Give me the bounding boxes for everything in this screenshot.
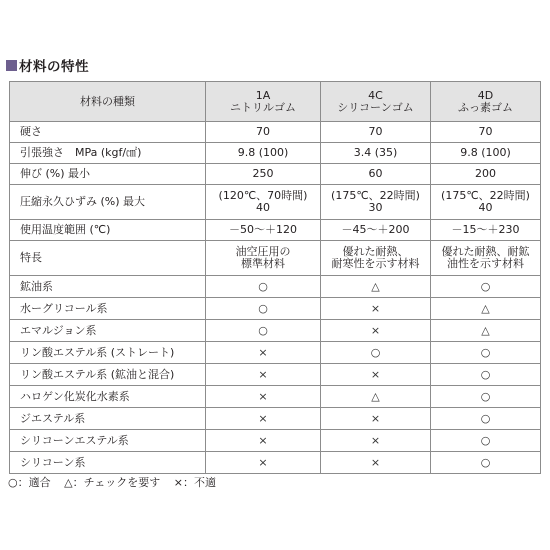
row-label: シリコーンエステル系 [10,430,206,452]
table-cell: 9.8 (100) [431,143,541,164]
table-cell: 250 [206,164,321,185]
row-label: 特長 [10,241,206,276]
table-cell [321,185,431,220]
table-cell: 3.4 (35) [321,143,431,164]
row-label: ジエステル系 [10,408,206,430]
feature-line: 油空圧用の [235,244,291,258]
column-header-1a [206,82,321,122]
column-header-4d [431,82,541,122]
compatibility-mark: ○ [431,364,541,386]
table-row-mineral-oil [10,276,541,298]
compatibility-mark: × [321,298,431,320]
row-label: リン酸エステル系 (ストレート) [10,342,206,364]
legend-check-required: △：チェックを要す [64,476,161,489]
table-row-emulsion [10,320,541,342]
table-cell [206,241,321,276]
cell-value: 40 [256,201,270,214]
compatibility-mark: ○ [431,386,541,408]
legend-suitable: ○：適合 [8,476,51,489]
compatibility-mark: × [206,408,321,430]
table-row-compression-set [10,185,541,220]
table-row-phosphate-ester-mixed [10,364,541,386]
row-label: リン酸エステル系 (鉱油と混合) [10,364,206,386]
cell-condition: (175℃、22時間) [331,188,420,202]
row-label: 使用温度範囲 (℃) [10,220,206,241]
compatibility-mark: × [206,364,321,386]
table-cell: 70 [206,122,321,143]
compatibility-mark: × [206,452,321,474]
table-row-water-glycol [10,298,541,320]
table-cell: 70 [321,122,431,143]
table-cell [321,241,431,276]
compatibility-mark: ○ [206,298,321,320]
compatibility-mark: × [206,386,321,408]
table-cell [431,185,541,220]
column-header-4c [321,82,431,122]
compatibility-mark: ○ [431,342,541,364]
row-label: シリコーン系 [10,452,206,474]
table-row-phosphate-ester-straight [10,342,541,364]
row-label: 圧縮永久ひずみ (%) 最大 [10,185,206,220]
compatibility-mark: × [321,408,431,430]
row-label: 引張強さ MPa (kgf/㎠) [10,143,206,164]
material-code: 1A [255,88,271,102]
table-cell: －50～＋120 [206,220,321,241]
section-heading [6,56,89,74]
table-header-row [10,82,541,122]
material-type-header: 材料の種類 [10,82,206,122]
feature-line: 標準材料 [241,257,285,270]
table-row-halogenated-hydrocarbon [10,386,541,408]
material-name: シリコーンゴム [337,100,414,114]
row-label: 伸び (%) 最小 [10,164,206,185]
compatibility-mark: × [206,430,321,452]
compatibility-mark: × [206,342,321,364]
table-row-silicone [10,452,541,474]
compatibility-mark: ○ [206,320,321,342]
compatibility-mark: △ [321,276,431,298]
cell-value: 40 [478,201,493,214]
compatibility-mark: △ [321,386,431,408]
compatibility-mark: × [321,452,431,474]
material-code: 4C [368,88,383,102]
compatibility-mark: × [321,430,431,452]
legend-unsuitable: ×：不適 [173,476,216,489]
legend-footnote [8,474,226,490]
heading-marker-icon [6,60,17,71]
feature-line: 油性を示す材料 [447,257,524,270]
material-name: ニトリルゴム [230,100,296,114]
compatibility-mark: ○ [431,452,541,474]
compatibility-mark: ○ [321,342,431,364]
row-label: 水ーグリコール系 [10,298,206,320]
material-name: ふっ素ゴム [458,100,513,114]
table-cell: －15～＋230 [431,220,541,241]
row-label: 鉱油系 [10,276,206,298]
table-row-elongation [10,164,541,185]
table-cell: 9.8 (100) [206,143,321,164]
table-row-temperature-range [10,220,541,241]
table-cell: 60 [321,164,431,185]
section-title: 材料の特性 [19,59,89,75]
compatibility-mark: △ [431,298,541,320]
table-row-tensile-strength [10,143,541,164]
compatibility-mark: △ [431,320,541,342]
row-label: エマルジョン系 [10,320,206,342]
cell-condition: (120℃、70時間) [218,188,308,202]
table-cell [206,185,321,220]
table-row-hardness [10,122,541,143]
table-cell: 200 [431,164,541,185]
compatibility-mark: × [321,364,431,386]
compatibility-mark: ○ [431,408,541,430]
feature-line: 優れた耐熱、耐鉱 [441,244,530,258]
feature-line: 優れた耐熱、 [342,244,409,258]
feature-line: 耐寒性を示す材料 [331,257,420,270]
table-row-silicone-ester [10,430,541,452]
table-row-diester [10,408,541,430]
table-cell [431,241,541,276]
material-code: 4D [477,88,494,102]
material-properties-table [9,81,541,474]
row-label: 硬さ [10,122,206,143]
table-row-features [10,241,541,276]
cell-value: 30 [368,201,383,214]
compatibility-mark: ○ [431,276,541,298]
compatibility-mark: ○ [431,430,541,452]
compatibility-mark: ○ [206,276,321,298]
compatibility-mark: × [321,320,431,342]
table-cell: 70 [431,122,541,143]
table-cell: －45～＋200 [321,220,431,241]
cell-condition: (175℃、22時間) [441,188,530,202]
row-label: ハロゲン化炭化水素系 [10,386,206,408]
